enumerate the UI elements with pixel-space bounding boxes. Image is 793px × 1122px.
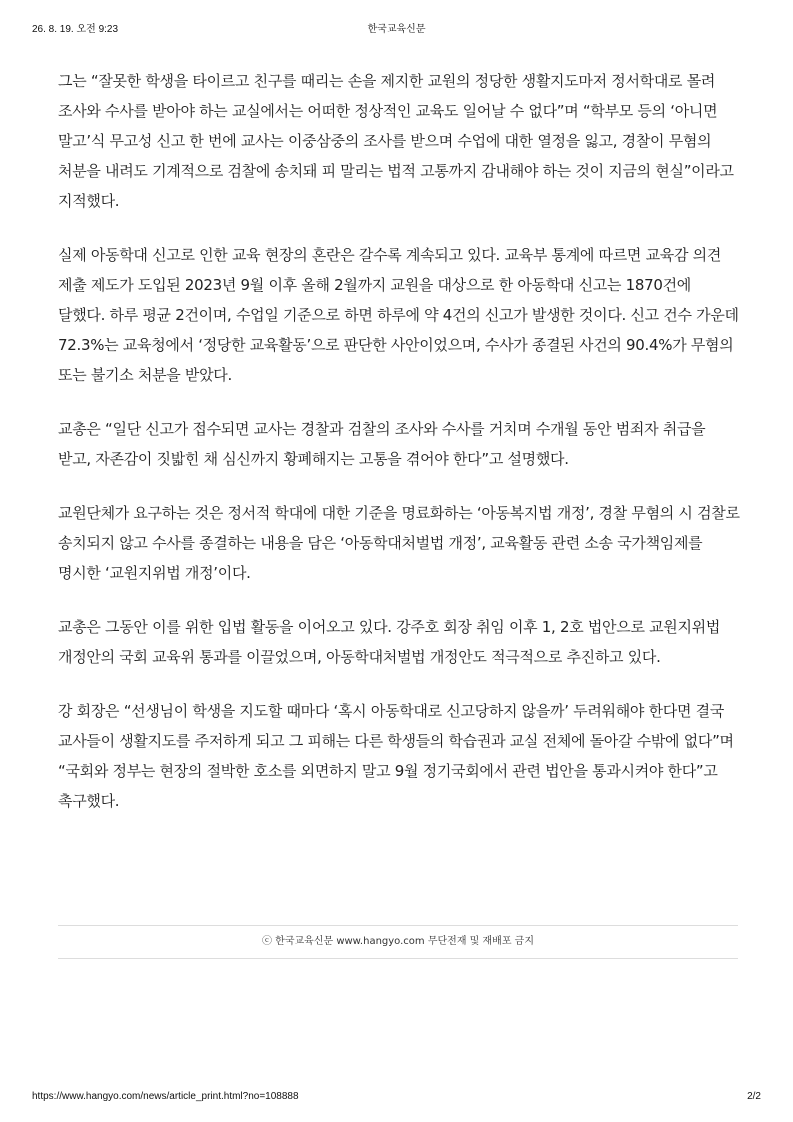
article-paragraph: 교원단체가 요구하는 것은 정서적 학대에 대한 기준을 명료화하는 ‘아동복지법 개정’, 경찰 무혐의 시 검찰로 송치되지 않고 수사를 종결하는 내용을 담은 ‘아동학대처벌법 개정’, 교육활동 관련 소송 국가책임제를 명시한 ‘교원지위법 개정’이다. <box>58 504 740 582</box>
article-body <box>58 66 740 840</box>
article-paragraph: 강 회장은 “선생님이 학생을 지도할 때마다 ‘혹시 아동학대로 신고당하지 않을까’ 두려워해야 한다면 결국 교사들이 생활지도를 주저하게 되고 그 피해는 다른 학생들의 학습권과 교실 전체에 돌아갈 수밖에 없다”며 “국회와 정부는 현장의 절박한 호소를 외면하지 말고 9월 정기국회에서 관련 법안을 통과시켜야 한다”고 촉구했다. <box>58 702 734 810</box>
article-paragraph: 그는 “잘못한 학생을 타이르고 친구를 때리는 손을 제지한 교원의 정당한 생활지도마저 정서학대로 몰려 조사와 수사를 받아야 하는 교실에서는 어떠한 정상적인 교육도 일어날 수 없다”며 “학부모 등의 ‘아니면 말고’식 무고성 신고 한 번에 교사는 이중삼중의 조사를 받으며 수업에 대한 열정을 잃고, 경찰이 무혐의 처분을 내려도 기계적으로 검찰에 송치돼 피 말리는 법적 고통까지 감내해야 하는 것이 지금의 현실”이라고 지적했다. <box>58 72 734 210</box>
print-datetime: 26. 8. 19. 오전 9:23 <box>32 24 119 35</box>
article-paragraph: 실제 아동학대 신고로 인한 교육 현장의 혼란은 갈수록 계속되고 있다. 교육부 통계에 따르면 교육감 의견 제출 제도가 도입된 2023년 9월 이후 올해 2월까지 교원을 대상으로 한 아동학대 신고는 1870건에 달했다. 하루 평균 2건이며, 수업일 기준으로 하면 하루에 약 4건의 신고가 발생한 것이다. 신고 건수 가운데 72.3%는 교육청에서 ‘정당한 교육활동’으로 판단한 사안이었으며, 수사가 종결된 사건의 90.4%가 무혐의 또는 불기소 처분을 받았다. <box>58 246 739 384</box>
article-paragraph: 교총은 “일단 신고가 접수되면 교사는 경찰과 검찰의 조사와 수사를 거치며 수개월 동안 범죄자 취급을 받고, 자존감이 짓밟힌 채 심신까지 황폐해지는 고통을 겪어야 한다”고 설명했다. <box>58 420 706 468</box>
print-footer <box>32 1091 761 1107</box>
print-site-title: 한국교육신문 <box>367 24 426 35</box>
page-number: 2/2 <box>747 1091 761 1102</box>
print-url: https://www.hangyo.com/news/article_print.html?no=108888 <box>32 1091 299 1102</box>
copyright-notice: ⓒ 한국교육신문 www.hangyo.com 무단전재 및 재배포 금지 <box>58 925 738 959</box>
article-paragraph: 교총은 그동안 이를 위한 입법 활동을 이어오고 있다. 강주호 회장 취임 이후 1, 2호 법안으로 교원지위법 개정안의 국회 교육위 통과를 이끌었으며, 아동학대처벌법 개정안도 적극적으로 추진하고 있다. <box>58 618 721 666</box>
print-header <box>32 20 761 36</box>
